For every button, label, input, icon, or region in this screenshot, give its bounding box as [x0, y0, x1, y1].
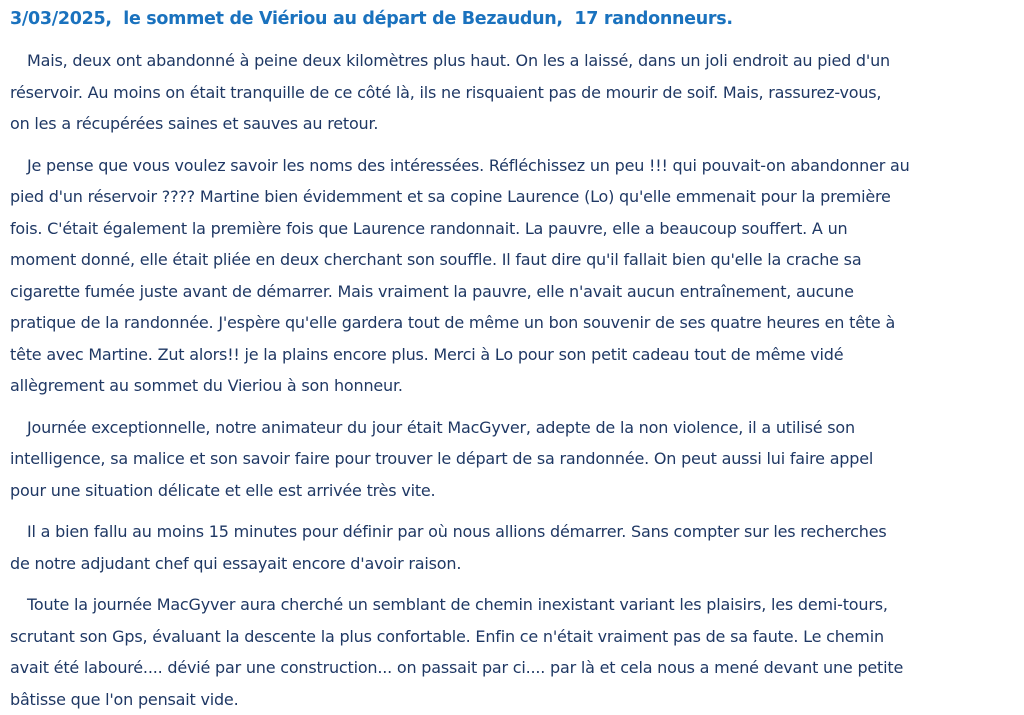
text-line: allègrement au sommet du Vieriou à son honneur. — [10, 370, 1014, 402]
text-line: Journée exceptionnelle, notre animateur du jour était MacGyver, adepte de la non violence, il a utilisé son — [10, 412, 1014, 444]
text-line: de notre adjudant chef qui essayait encore d'avoir raison. — [10, 548, 1014, 580]
text-line: moment donné, elle était pliée en deux cherchant son souffle. Il faut dire qu'il fallait bien qu'elle la crache sa — [10, 244, 1014, 276]
text-line: avait été labouré.... dévié par une construction... on passait par ci.... par là et cela nous a mené devant une petite — [10, 652, 1014, 684]
paragraph-4 — [10, 516, 1014, 579]
text-line: réservoir. Au moins on était tranquille de ce côté là, ils ne risquaient pas de mourir de soif. Mais, rassurez-vous, — [10, 77, 1014, 109]
text-line: bâtisse que l'on pensait vide. — [10, 684, 1014, 715]
document-title: 3/03/2025, le sommet de Viériou au départ de Bezaudun, 17 randonneurs. — [10, 6, 1014, 32]
text-line: scrutant son Gps, évaluant la descente la plus confortable. Enfin ce n'était vraiment pas de sa faute. Le chemin — [10, 621, 1014, 653]
text-line: cigarette fumée juste avant de démarrer. Mais vraiment la pauvre, elle n'avait aucun entraînement, aucune — [10, 276, 1014, 308]
text-line: Mais, deux ont abandonné à peine deux kilomètres plus haut. On les a laissé, dans un joli endroit au pied d'un — [10, 45, 1014, 77]
text-line: Je pense que vous voulez savoir les noms des intéressées. Réfléchissez un peu !!! qui pouvait-on abandonner au — [10, 150, 1014, 182]
text-line: on les a récupérées saines et sauves au retour. — [10, 108, 1014, 140]
text-line: pied d'un réservoir ???? Martine bien évidemment et sa copine Laurence (Lo) qu'elle emmenait pour la première — [10, 181, 1014, 213]
text-line: tête avec Martine. Zut alors!! je la plains encore plus. Merci à Lo pour son petit cadeau tout de même vidé — [10, 339, 1014, 371]
text-line: Il a bien fallu au moins 15 minutes pour définir par où nous allions démarrer. Sans compter sur les recherches — [10, 516, 1014, 548]
text-line: Toute la journée MacGyver aura cherché un semblant de chemin inexistant variant les plaisirs, les demi-tours, — [10, 589, 1014, 621]
text-line: fois. C'était également la première fois que Laurence randonnait. La pauvre, elle a beaucoup souffert. A un — [10, 213, 1014, 245]
paragraph-1 — [10, 45, 1014, 140]
text-line: pour une situation délicate et elle est arrivée très vite. — [10, 475, 1014, 507]
paragraph-2 — [10, 150, 1014, 402]
paragraph-3 — [10, 412, 1014, 507]
paragraph-5 — [10, 589, 1014, 715]
text-line: intelligence, sa malice et son savoir faire pour trouver le départ de sa randonnée. On peut aussi lui faire appel — [10, 443, 1014, 475]
text-line: pratique de la randonnée. J'espère qu'elle gardera tout de même un bon souvenir de ses quatre heures en tête à — [10, 307, 1014, 339]
